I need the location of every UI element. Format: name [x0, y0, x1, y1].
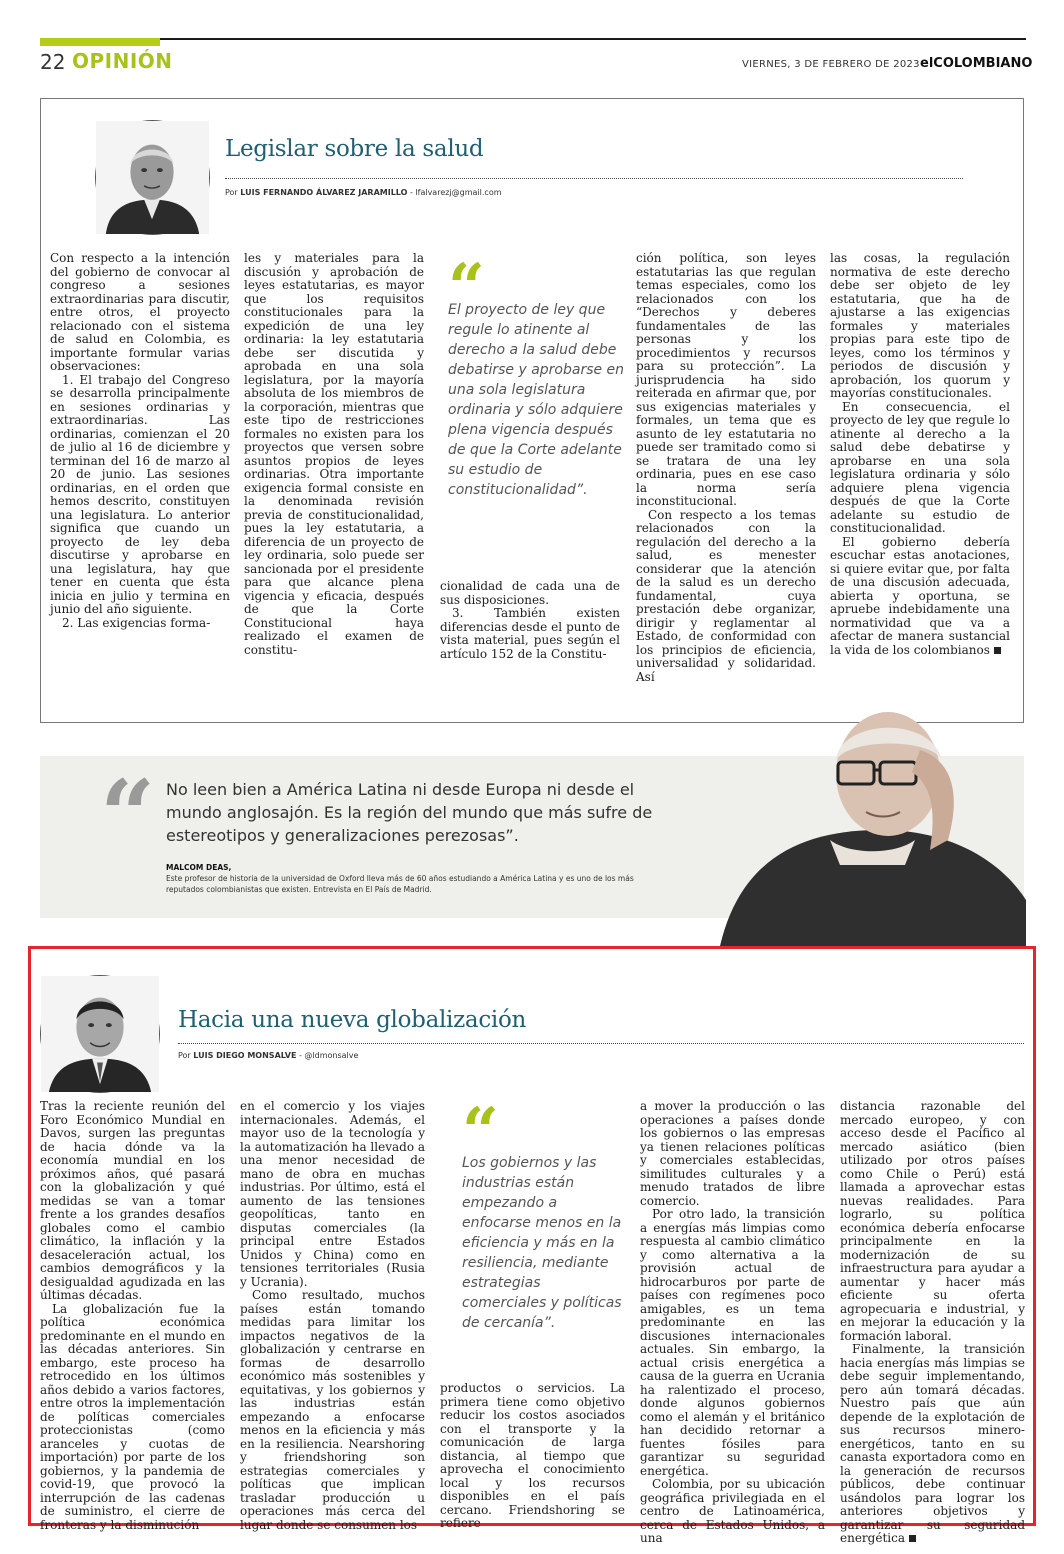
article2-column-5 [840, 1099, 1025, 1545]
paragraph: les y materiales para la discusión y aprobación de leyes estatutarias, es mayor que los requisitos constitucionales para la expedición de una ley ordinaria: la ley estatutaria debe ser discutida y aprobada en una sola legislatura, por la mayoría absoluta de los miembros de la corporación, mientras que este tipo de restricciones formales no existen para los proyectos que versen sobre asuntos propios de leyes ordinarias. Otra importante exigencia formal consiste en la denominada revisión previa de constitucionalidad, pues la ley estatutaria, a diferencia de un proyecto de ley ordinaria, solo puede ser sancionada por el presidente para que alcance plena vigencia y eficacia, después de que la Corte Constitucional haya realizado el examen de constitu- [244, 251, 424, 657]
article1-headline: Legislar sobre la salud [225, 136, 484, 162]
paragraph: Por otro lado, la transición a energías más limpias como respuesta al cambio climático y como alternativa a la provisión actual de hidrocarburos por parte de países con regímenes poco amigables, es un tema predominante en las discusiones internacionales actuales. Sin embargo, la actual crisis energética a causa de la guerra en Ucrania ha ralentizado el proceso, donde algunos gobiernos como el alemán y el británico han decidido retornar a fuentes fósiles para garantizar su seguridad energética. [640, 1207, 825, 1478]
paragraph: La globalización fue la política económica predominante en el mundo en las décadas anteriores. Sin embargo, este proceso ha retrocedido en los últimos años debido a varios factores, entre otros la implementación de políticas comerciales proteccionistas (como aranceles y cuotas de importación) por parte de los gobiernos, y la pandemia de covid-19, que provocó la interrupción de las cadenas de suministro, el cierre de fronteras y la disminución [40, 1301, 225, 1532]
article1-byline [225, 188, 502, 197]
quote-author-photo [680, 690, 1026, 946]
paragraph: 3. También existen diferencias desde el punto de vista material, pues según el artículo 152 de la Constitu- [440, 606, 620, 661]
author-portrait-monsalve [40, 975, 160, 1093]
paragraph: Como resultado, muchos países están tomando medidas para limitar los impactos negativos de la globalización y centrarse en formas de desarrollo económico más sostenibles y equitativas, y los gobiernos y las industrias están empezando a enfocarse menos en la eficiencia y más en la resiliencia. Nearshoring y friendshoring son estrategias comerciales y políticas que implican trasladar producción u operaciones más cerca del lugar donde se consumen los [240, 1288, 425, 1532]
paragraph: Con respecto a la intención del gobierno de convocar al congreso a sesiones extraordinarias para discutir, entre otros, el proyecto relacionado con el sistema de salud en Colombia, es importante formular varias observaciones: [50, 251, 230, 373]
band-quote-mark-icon: “ [100, 759, 156, 872]
paragraph: 2. Las exigencias forma- [62, 615, 211, 630]
end-mark-icon [994, 647, 1001, 654]
paragraph: Tras la reciente reunión del Foro Económico Mundial en Davos, surgen las preguntas de hacia dónde va la economía mundial en los próximos años, qué pasará con la globalización y qué medidas se van a tomar frente a los grandes desafíos globales como el cambio climático, la inflación y la desaceleración actual, los cambios demográficos y la desigualdad agudizada en las últimas décadas. [40, 1099, 225, 1302]
paragraph-text: Finalmente, la transición hacia energías más limpias se debe seguir implementando, pero aún tomará décadas. Nuestro país que aún depende de la explotación de sus recursos minero-energéticos, tanto en su canasta exportadora como en la generación de recursos públicos, debe continuar usándolos para lograr los anteriores objetivos y garantizar su seguridad energética [840, 1342, 1025, 1545]
end-mark-icon [909, 1535, 916, 1542]
section-name: OPINIÓN [72, 49, 173, 73]
article2-byline [178, 1051, 358, 1060]
article2-column-3 [440, 1381, 625, 1530]
author-portrait-alvarez [95, 120, 210, 235]
paragraph [840, 1343, 1025, 1546]
header-rule [40, 38, 1026, 40]
paragraph: 1. El trabajo del Congreso se desarrolla principalmente en sesiones ordinarias y extraordinarias. Las ordinarias, comienzan el 20 de julio al 16 de diciembre y terminan del 16 de marzo al 20 de junio. Las sesiones ordinarias, en el orden que hemos descrito, constituyen una legislatura. Lo anterior significa que cuando un proyecto de ley deba discutirse y aprobarse en una legislatura, hay que tener en cuenta que ésta inicia en julio y termina en junio del año siguiente. [50, 372, 230, 616]
masthead-logo: elCOLOMBIANO [920, 56, 1033, 71]
paragraph: las cosas, la regulación normativa de este derecho debe ser objeto de ley estatutaria, que ha de ajustarse a las exigencias formales y materiales propias para este tipo de leyes, como los términos y periodos de discusión y aprobación, los quorum y mayorías constitucionales. [830, 251, 1010, 400]
article1-column-3 [440, 580, 620, 672]
paragraph [830, 536, 1010, 658]
paragraph: Con respecto a los temas relacionados con la regulación del derecho a la salud, es menester considerar que la atención de la salud es un derecho fundamental, cuya prestación debe organizar, dirigir y reglamentar al Estado, de conformidad con los principios de eficiencia, universalidad y solidaridad. Así [636, 507, 816, 684]
byline-contact: - lfalvarezj@gmail.com [409, 188, 502, 197]
article1-column-1 [50, 252, 230, 670]
article1-column-4 [636, 251, 816, 684]
pull-quote-mark-icon: “ [462, 1094, 499, 1169]
byline-author: LUIS FERNANDO ÁLVAREZ JARAMILLO [240, 188, 408, 197]
byline-author: LUIS DIEGO MONSALVE [193, 1051, 297, 1060]
article2-title-rule [178, 1043, 1024, 1044]
paragraph: ción política, son leyes estatutarias las que regulan temas especiales, como los relacionados con los “Derechos y deberes fundamentales de las personas y los procedimientos y recursos para su protección”. La jurisprudencia ha sido reiterada en afirmar que, por sus exigencias materiales y formales, un tema que es asunto de ley estatutaria no puede ser tramitado como si se tratara de una ley ordinaria, pues en ese caso la norma sería inconstitucional. [636, 251, 816, 508]
paragraph: cionalidad de cada una de sus disposiciones. [440, 579, 620, 607]
band-quote-text: No leen bien a América Latina ni desde Europa ni desde el mundo anglosajón. Es la región del mundo que más sufre de estereotipos y generalizaciones perezosas”. [166, 780, 653, 845]
author-portrait-icon [96, 121, 209, 234]
issue-date: VIERNES, 3 DE FEBRERO DE 2023 [742, 59, 920, 70]
article1-pull-quote: El proyecto de ley que regule lo atinente al derecho a la salud debe debatirse y aprobarse en una sola legislatura ordinaria y sólo adquiere plena vigencia después de que la Corte adelante su estudio de constitucionalidad”. [448, 302, 625, 498]
byline-prefix: Por [178, 1051, 191, 1060]
article2-column-1 [40, 1099, 225, 1532]
article2-pull-quote: Los gobiernos y las industrias están empezando a enfocarse menos en la eficiencia y más en la resiliencia, mediante estrategias comerciales y políticas de cercanía”. [462, 1155, 622, 1331]
author-portrait-icon [41, 976, 159, 1092]
byline-prefix: Por [225, 188, 238, 197]
article2-column-2 [240, 1099, 426, 1532]
article1-title-rule [225, 178, 963, 179]
article2-column-4 [640, 1099, 825, 1545]
paragraph: en el comercio y los viajes internacionales. Además, el mayor uso de la tecnología y la automatización ha llevado a una menor necesidad de mano de obra en muchas industrias. Por último, está el aumento de las tensiones geopolíticas, tanto en disputas comerciales (la principal entre Estados Unidos y China) como en tensiones territoriales (Rusia y Ucrania). [240, 1099, 426, 1289]
paragraph: Colombia, por su ubicación geográfica privilegiada en el centro de Latinoamérica, cerca de Estados Unidos, a una [640, 1477, 825, 1545]
paragraph-text: El gobierno debería escuchar estas anotaciones, si quiere evitar que, por falta de una discusión adecuada, abierta y oportuna, se apruebe indebidamente una normatividad que va a afectar de manera sustancial la vida de los colombianos [830, 534, 1010, 657]
page-number: 22 [40, 50, 66, 74]
paragraph: En consecuencia, el proyecto de ley que regule lo atinente al derecho a la salud debe debatirse y aprobarse en una sola legislatura ordinaria y sólo adquiere plena vigencia después de que la Corte adelante su estudio de constitucionalidad. [830, 399, 1010, 535]
byline-contact: - @ldmonsalve [298, 1051, 359, 1060]
article1-column-2 [244, 252, 424, 670]
article1-column-5 [830, 252, 1010, 670]
section-color-tab [40, 38, 160, 46]
pull-quote-mark-icon: “ [448, 250, 485, 325]
quote-author-photo-icon [680, 690, 1026, 946]
band-quote-bio: Este profesor de historia de la universidad de Oxford lleva más de 60 años estudiando a América Latina y es uno de los más reputados colombianistas que existen. Entrevista en El País de Madrid. [166, 874, 634, 894]
paragraph: distancia razonable del mercado europeo, y con acceso desde el Pacífico al mercado asiático (bien utilizado por otros países como Chile o Perú) está llamada a aprovechar estas nuevas realidades. Para lograrlo, su política económica debería enfocarse principalmente en la modernización de su infraestructura para ayudar a aumentar y hacer más eficiente su oferta agropecuaria e industrial, y en mejorar la educación y la formación laboral. [840, 1099, 1025, 1343]
paragraph: a mover la producción o las operaciones a países donde los gobiernos o las empresas ya tienen relaciones políticas y comerciales establecidas, similitudes culturales y a menudo tratados de libre comercio. [640, 1099, 825, 1208]
band-quote-author: MALCOM DEAS, [166, 863, 232, 872]
paragraph: productos o servicios. La primera tiene como objetivo reducir los costos asociados con el transporte y la comunicación de larga distancia, al tiempo que aprovecha el conocimiento local y los recursos disponibles en el país cercano. Friendshoring se refiere [440, 1381, 625, 1530]
article2-headline: Hacia una nueva globalización [178, 1007, 527, 1033]
